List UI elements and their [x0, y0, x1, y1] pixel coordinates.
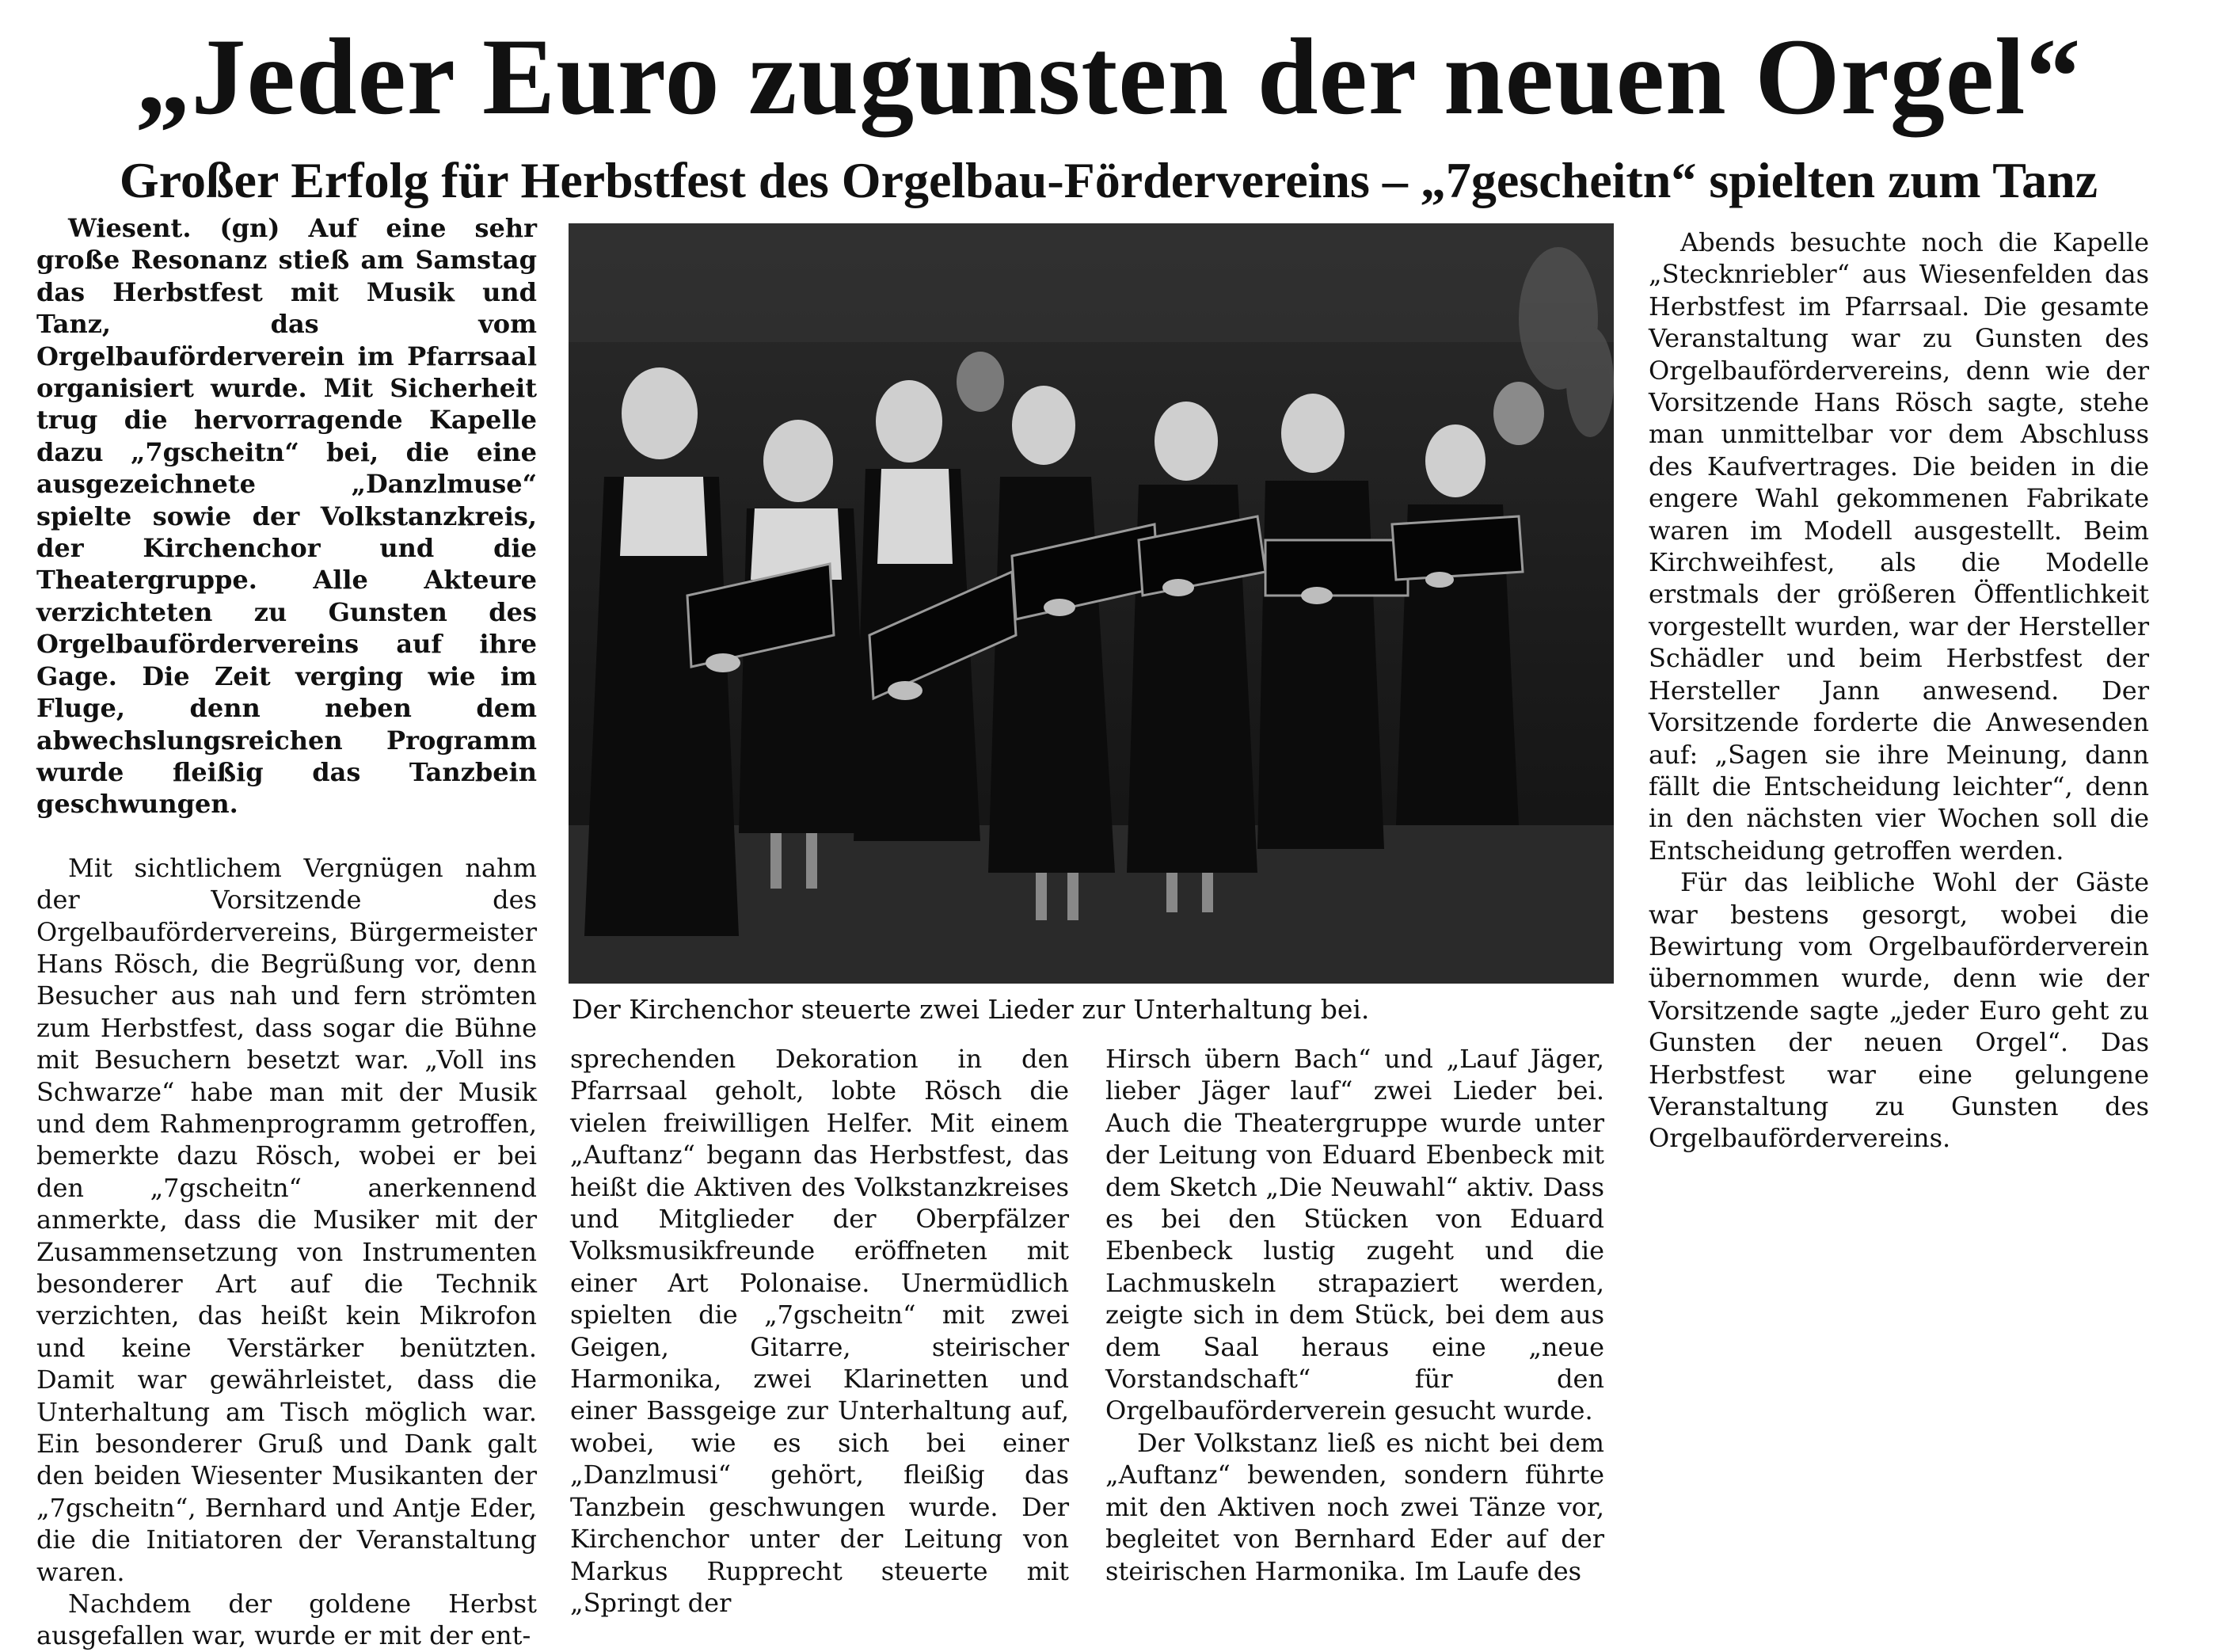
body-paragraph: Abends besuchte noch die Kapelle „Stecknriebler“ aus Wiesenfelden das Herbstfest im Pfarrsaal. Die gesamte Veranstaltung war zu Gunsten des Orgelbaufördervereins, denn wie der Vorsitzende Hans Rösch sagte, stehe man unmittelbar vor dem Abschluss des Kaufvertrages. Die beiden in die engere Wahl gekommenen Fabrikate waren im Modell ausgestellt. Beim Kirchweihfest, als die Modelle erstmals der größeren Öffentlichkeit vorgestellt wurden, war der Hersteller Schädler und beim Herbstfest der Hersteller Jann anwesend. Der Vorsitzende forderte die Anwesenden auf: „Sagen sie ihre Meinung, dann fällt die Entscheidung leichter“, denn in den nächsten vier Wochen soll die Entscheidung getroffen werden.: [1649, 227, 2149, 866]
body-paragraph: Mit sichtlichem Vergnügen nahm der Vorsitzende des Orgelbaufördervereins, Bürgermeister Hans Rösch, die Begrüßung vor, denn Besucher aus nah und fern strömten zum Herbstfest, dass sogar die Bühne mit Besuchern besetzt war. „Voll ins Schwarze“ habe man mit der Musik und dem Rahmenprogramm getroffen, bemerkte dazu Rösch, wobei er bei den „7gscheitn“ anerkennend anmerkte, dass die Musiker mit der Zusammensetzung von Instrumenten besonderer Art auf die Technik verzichten, das heißt kein Mikrofon und keine Verstärker benützten. Damit war gewährleistet, dass die Unterhaltung am Tisch möglich war. Ein besonderer Gruß und Dank galt den beiden Wiesenter Musikanten der „7gscheitn“, Bernhard und Antje Eder, die die Initiatoren der Veranstaltung waren.: [36, 852, 537, 1587]
article-column-3: [1105, 1043, 1604, 1587]
headline: „Jeder Euro zugunsten der neuen Orgel“: [135, 16, 2082, 137]
body-paragraph: Für das leibliche Wohl der Gäste war bestens gesorgt, wobei die Bewirtung vom Orgelbauförderverein übernommen wurde, denn wie der Vorsitzende sagte „jeder Euro geht zu Gunsten der neuen Orgel“. Das Herbstfest war eine gelungene Veranstaltung zu Gunsten des Orgelbaufördervereins.: [1649, 867, 2149, 1154]
paragraph-gap: [36, 820, 537, 852]
choir-photo-illustration: [569, 223, 1614, 984]
body-paragraph: sprechenden Dekoration in den Pfarrsaal geholt, lobte Rösch die vielen freiwilligen Helfer. Mit einem „Auftanz“ begann das Herbstfest, das heißt die Aktiven des Volkstanzkreises und Mitglieder der Oberpfälzer Volksmusikfreunde eröffneten mit einer Art Polonaise. Unermüdlich spielten die „7gscheitn“ mit zwei Geigen, Gitarre, steirischer Harmonika, zwei Klarinetten und einer Bassgeige zur Unterhaltung auf, wobei, wie es sich bei einer „Danzlmusi“ gehört, fleißig das Tanzbein geschwungen wurde. Der Kirchenchor unter der Leitung von Markus Rupprecht steuerte mit „Springt der: [570, 1044, 1069, 1618]
subheadline: Großer Erfolg für Herbstfest des Orgelbau-Fördervereins – „7gescheitn“ spielten zum Tanz: [119, 152, 2098, 208]
lead-paragraph: Wiesent. (gn) Auf eine sehr große Resonanz stieß am Samstag das Herbstfest mit Musik und Tanz, das vom Orgelbauförderverein im Pfarrsaal organisiert wurde. Mit Sicherheit trug die hervorragende Kapelle dazu „7gscheitn“ bei, die eine ausgezeichnete „Danzlmuse“ spielte sowie der Volkstanzkreis, der Kirchenchor und die Theatergruppe. Alle Akteure verzichteten zu Gunsten des Orgelbaufördervereins auf ihre Gage. Die Zeit verging wie im Fluge, denn neben dem abwechslungsreichen Programm wurde fleißig das Tanzbein geschwungen.: [36, 213, 537, 820]
body-paragraph: Nachdem der goldene Herbst ausgefallen war, wurde er mit der ent-: [36, 1589, 537, 1651]
article-column-4: [1649, 226, 2149, 1155]
choir-photo: [569, 223, 1614, 984]
body-paragraph: Hirsch übern Bach“ und „Lauf Jäger, lieber Jäger lauf“ zwei Lieder bei. Auch die Theatergruppe wurde unter der Leitung von Eduard Ebenbeck mit dem Sketch „Die Neuwahl“ aktiv. Dass es bei den Stücken von Eduard Ebenbeck lustig zugeht und die Lachmuskeln strapaziert werden, zeigte sich in dem Stück, bei dem aus dem Saal heraus eine „neue Vorstandschaft“ für den Orgelbauförderverein gesucht wurde.: [1105, 1044, 1604, 1426]
body-paragraph: Der Volkstanz ließ es nicht bei dem „Auftanz“ bewenden, sondern führte mit den Aktiven noch zwei Tänze vor, begleitet von Bernhard Eder auf der steirischen Harmonika. Im Laufe des: [1105, 1427, 1604, 1586]
article-column-2: [570, 1043, 1069, 1619]
article-column-1: [36, 212, 537, 1652]
photo-caption: Der Kirchenchor steuerte zwei Lieder zur Unterhaltung bei.: [572, 994, 1370, 1025]
